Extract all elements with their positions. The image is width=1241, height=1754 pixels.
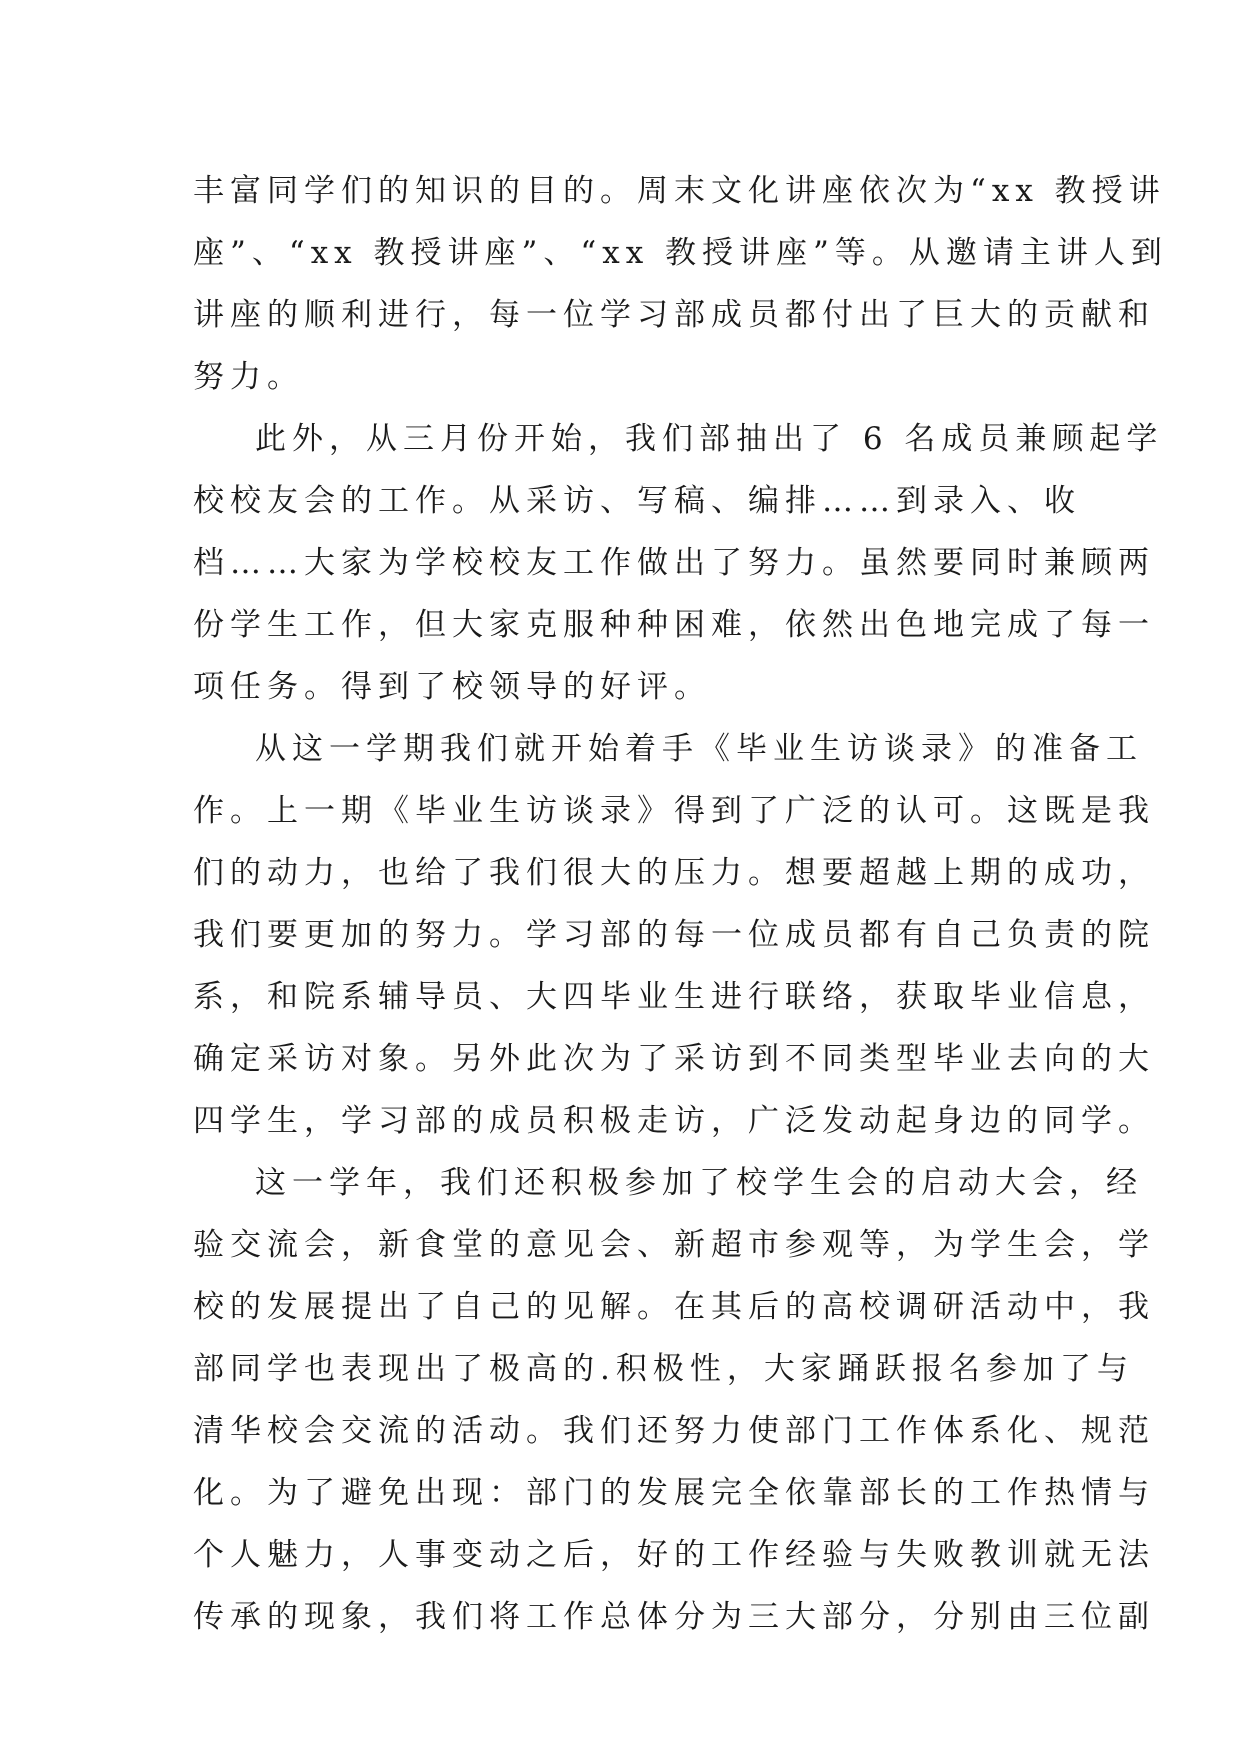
text-line: 部同学也表现出了极高的.积极性，大家踊跃报名参加了与 [193, 1351, 1134, 1387]
body-text [193, 160, 1168, 1648]
text-line: 校校友会的工作。从采访、写稿、编排……到录入、收 [193, 483, 1081, 519]
text-line: 传承的现象，我们将工作总体分为三大部分，分别由三位副 [193, 1599, 1155, 1635]
text-line: 确定采访对象。另外此次为了采访到不同类型毕业去向的大 [193, 1041, 1155, 1077]
paragraph-first-line: 这一学年，我们还积极参加了校学生会的启动大会，经 [255, 1165, 1143, 1201]
text-line: 丰富同学们的知识的目的。周末文化讲座依次为“xx 教授讲 [193, 173, 1166, 209]
text-line: 系，和院系辅导员、大四毕业生进行联络，获取毕业信息， [193, 979, 1155, 1015]
text-line: 份学生工作，但大家克服种种困难，依然出色地完成了每一 [193, 607, 1155, 643]
text-line: 努力。 [193, 359, 304, 395]
text-line: 化。为了避免出现：部门的发展完全依靠部长的工作热情与 [193, 1475, 1155, 1511]
text-line: 我们要更加的努力。学习部的每一位成员都有自己负责的院 [193, 917, 1155, 953]
text-line: 档……大家为学校校友工作做出了努力。虽然要同时兼顾两 [193, 545, 1155, 581]
text-line: 校的发展提出了自己的见解。在其后的高校调研活动中，我 [193, 1289, 1155, 1325]
text-line: 清华校会交流的活动。我们还努力使部门工作体系化、规范 [193, 1413, 1155, 1449]
text-line: 个人魅力，人事变动之后，好的工作经验与失败教训就无法 [193, 1537, 1155, 1573]
paragraph-first-line: 从这一学期我们就开始着手《毕业生访谈录》的准备工 [255, 731, 1143, 767]
text-line: 作。上一期《毕业生访谈录》得到了广泛的认可。这既是我 [193, 793, 1155, 829]
text-line: 四学生，学习部的成员积极走访，广泛发动起身边的同学。 [193, 1103, 1155, 1139]
paragraph-first-line: 此外，从三月份开始，我们部抽出了 6 名成员兼顾起学 [255, 421, 1164, 457]
text-line: 验交流会，新食堂的意见会、新超市参观等，为学生会，学 [193, 1227, 1155, 1263]
text-line: 座”、“xx 教授讲座”、“xx 教授讲座”等。从邀请主讲人到 [193, 235, 1168, 271]
text-line: 项任务。得到了校领导的好评。 [193, 669, 711, 705]
text-line: 讲座的顺利进行，每一位学习部成员都付出了巨大的贡献和 [193, 297, 1155, 333]
text-line: 们的动力，也给了我们很大的压力。想要超越上期的成功， [193, 855, 1155, 891]
